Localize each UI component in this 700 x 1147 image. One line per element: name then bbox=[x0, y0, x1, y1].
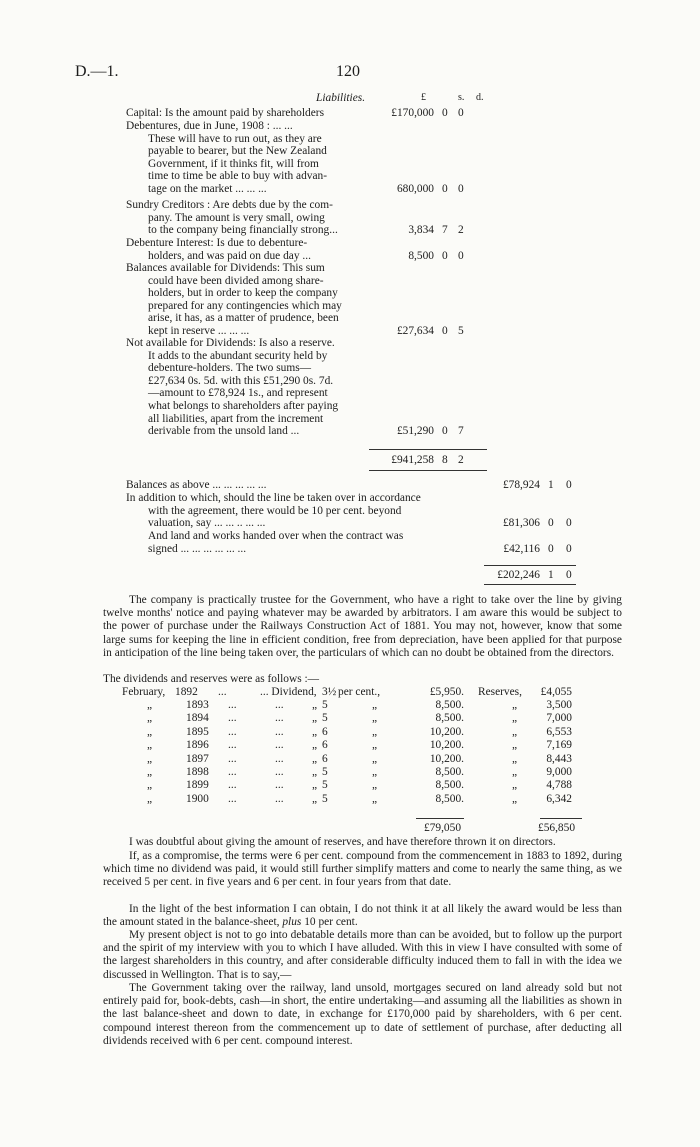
debentures-s: 0 bbox=[442, 183, 448, 195]
paragraph-trustee: The company is practically trustee for the Government, who have a right to take over the line by giving twelve months' notice and paying whatever may be awarded by arbitrators. I am aware this would be subject to the power of purchase under the Railways Construction Act of 1881. You may not, however, know that some large sums for keeping the line in efficient condition, free from depreciation, have been applied for that purpose in anticipation of the line being taken over, the particulars of which can no doubt be obtained from the directors. bbox=[103, 594, 622, 659]
summary-total-d: 0 bbox=[566, 569, 572, 581]
sundry-line: to the company being financially strong... bbox=[148, 224, 338, 237]
dividend-year: 1892 bbox=[175, 686, 198, 698]
dividends-total-rule bbox=[416, 818, 464, 819]
ditto-mark: „ bbox=[147, 766, 153, 778]
dividend-dots: ... bbox=[228, 725, 237, 738]
summary-amount: £81,306 bbox=[502, 517, 540, 530]
sundry-s: 7 bbox=[442, 224, 448, 237]
summary-amount: £42,116 bbox=[503, 542, 540, 555]
dividend-label: ... Dividend, bbox=[260, 686, 317, 698]
dividend-amount: 8,500. bbox=[435, 699, 464, 711]
debentures-line: payable to bearer, but the New Zealand bbox=[148, 145, 327, 158]
debentures-line: Debentures, due in June, 1908 : ... ... bbox=[126, 120, 293, 132]
reserve-amount: 7,169 bbox=[546, 739, 572, 752]
paragraph-compromise: If, as a compromise, the terms were 6 per cent. compound from the commencement in 1883 to 1892, during which time no dividend was paid, it would still further simplify matters and come to nearly the same thing, as we received 5 per cent. in five years and 6 per cent. in four years from that date. bbox=[103, 850, 622, 889]
notavail-line: —amount to £78,924 1s., and represent bbox=[148, 387, 328, 400]
ditto-mark: „ bbox=[372, 766, 378, 778]
page-reference: D.—1. bbox=[75, 63, 119, 80]
interest-s: 0 bbox=[442, 249, 448, 262]
debentures-line: These will have to run out, as they are bbox=[148, 132, 322, 145]
summary-d: 0 bbox=[566, 479, 572, 491]
paragraph-award bbox=[103, 903, 622, 929]
reserve-amount: 6,553 bbox=[546, 725, 572, 738]
paragraph-object: My present object is not to go into debatable details more than can be avoided, but to follow up the purport and the spirit of my interview with you to which I have alluded. With this in view I have consulted with some of the largest shareholders in this country, and after considerable difficulty induced them to fall in with the idea we discussed in Wellington. That is to say,— bbox=[103, 929, 622, 981]
liabilities-total-amount: £941,258 bbox=[391, 454, 434, 466]
paragraph-government: The Government taking over the railway, land unsold, mortgages secured on land already sold but not entirely paid for, book-debts, cash—in short, the entire undertaking—and assuming all the liabilities as shown in the last balance-sheet and down to date, in exchange for £170,000 paid by shareholders, with 6 per cent. compound interest thereon from the commencement up to date of settlement of purchase, after deducting all dividends received with 6 per cent. compound interest. bbox=[103, 982, 622, 1047]
ditto-mark: „ bbox=[312, 752, 318, 765]
ditto-mark: „ bbox=[512, 739, 518, 752]
award-text: In the light of the best information I can obtain, I do not think it at all likely the award would be less than the amount stated in the balance-sheet, bbox=[103, 903, 622, 929]
ditto-mark: „ bbox=[312, 792, 318, 805]
dividend-rate: 6 bbox=[322, 739, 328, 752]
dividend-dots: ... bbox=[228, 766, 237, 778]
reserve-amount: 7,000 bbox=[546, 712, 572, 725]
ditto-mark: „ bbox=[512, 712, 518, 725]
dividends-intro: The dividends and reserves were as follows :— bbox=[103, 673, 320, 685]
ditto-mark: „ bbox=[372, 739, 378, 752]
capital-d: 0 bbox=[458, 107, 464, 119]
interest-line: holders, and was paid on due day ... bbox=[148, 249, 311, 262]
dividend-amount: 8,500. bbox=[435, 779, 464, 792]
ditto-mark: „ bbox=[147, 739, 153, 752]
interest-amount: 8,500 bbox=[408, 249, 434, 262]
sundry-d: 2 bbox=[458, 224, 464, 237]
interest-d: 0 bbox=[458, 249, 464, 262]
ditto-mark: „ bbox=[147, 725, 153, 738]
ditto-mark: „ bbox=[312, 699, 318, 711]
ditto-mark: „ bbox=[512, 766, 518, 778]
notavail-amount: £51,290 bbox=[396, 425, 434, 438]
notavail-s: 0 bbox=[442, 425, 448, 438]
dividend-amount: 8,500. bbox=[435, 766, 464, 778]
balances-amount: £27,634 bbox=[396, 325, 434, 337]
dividend-rate: 5 bbox=[322, 699, 328, 711]
summary-total-rule-bottom bbox=[484, 584, 576, 585]
dividend-year: 1900 bbox=[186, 792, 209, 805]
dividend-year: 1896 bbox=[186, 739, 209, 752]
debentures-amount: 680,000 bbox=[396, 183, 434, 195]
debentures-line: tage on the market ... ... ... bbox=[148, 183, 267, 195]
summary-amount: £78,924 bbox=[502, 479, 540, 491]
debentures-line: Government, if it thinks fit, will from bbox=[148, 157, 319, 170]
dividend-year: 1899 bbox=[186, 779, 209, 792]
notavail-line: what belongs to shareholders after paying bbox=[148, 400, 339, 412]
balances-s: 0 bbox=[442, 325, 448, 337]
dividend-rate: 5 bbox=[322, 766, 328, 778]
reserve-amount: £4,055 bbox=[540, 686, 572, 698]
ditto-mark: „ bbox=[312, 779, 318, 792]
dividend-dots: ... bbox=[275, 779, 284, 792]
interest-line: Debenture Interest: Is due to debenture- bbox=[126, 237, 308, 249]
ditto-mark: „ bbox=[312, 766, 318, 778]
dividend-dots: ... bbox=[228, 739, 237, 752]
capital-text: Capital: Is the amount paid by shareholders bbox=[126, 107, 325, 119]
ditto-mark: „ bbox=[147, 792, 153, 805]
dividend-year: 1898 bbox=[186, 766, 209, 778]
dividend-amount: 10,200. bbox=[429, 752, 464, 765]
summary-line: And land and works handed over when the contract was bbox=[148, 530, 404, 542]
reserves-total-rule bbox=[540, 818, 582, 819]
dividend-dots: ... bbox=[228, 779, 237, 792]
dividend-rate: 3½ bbox=[322, 686, 337, 698]
ditto-mark: „ bbox=[512, 752, 518, 765]
notavail-line: derivable from the unsold land ... bbox=[148, 425, 300, 438]
ditto-mark: „ bbox=[512, 725, 518, 738]
dividend-dots: ... bbox=[218, 686, 227, 698]
sundry-line: Sundry Creditors : Are debts due by the com- bbox=[126, 199, 333, 211]
liabilities-total-rule bbox=[369, 449, 487, 450]
dividend-dots: ... bbox=[275, 725, 284, 738]
ditto-mark: „ bbox=[372, 725, 378, 738]
reserve-amount: 9,000 bbox=[546, 766, 572, 778]
dividend-dots: ... bbox=[275, 752, 284, 765]
dividends-total: £79,050 bbox=[424, 822, 462, 834]
balances-line: could have been divided among share- bbox=[148, 274, 324, 287]
debentures-d: 0 bbox=[458, 183, 464, 195]
notavail-line: Not available for Dividends: Is also a reserve. bbox=[126, 337, 335, 349]
shillings-column-header: s. bbox=[458, 92, 465, 103]
balances-line: arise, it has, as a matter of prudence, been bbox=[148, 312, 339, 325]
sundry-line: pany. The amount is very small, owing bbox=[148, 211, 325, 224]
dividend-rate: 5 bbox=[322, 712, 328, 725]
balances-line: prepared for any contingencies which may bbox=[148, 299, 342, 312]
dividend-dots: ... bbox=[228, 752, 237, 765]
dividend-year: 1893 bbox=[186, 699, 209, 711]
reserve-amount: 8,443 bbox=[546, 752, 572, 765]
dividend-rate: 6 bbox=[322, 725, 328, 738]
paragraph-reserves: I was doubtful about giving the amount of reserves, and have therefore thrown it on directors. bbox=[129, 836, 556, 848]
summary-d: 0 bbox=[566, 517, 572, 530]
dividend-rate: 5 bbox=[322, 779, 328, 792]
ditto-mark: „ bbox=[512, 779, 518, 792]
balances-line: kept in reserve ... ... ... bbox=[148, 325, 250, 337]
ditto-mark: „ bbox=[372, 699, 378, 711]
liabilities-total-rule-bottom bbox=[369, 470, 487, 471]
debentures-line: time to time be able to buy with advan- bbox=[148, 170, 328, 183]
summary-s: 0 bbox=[548, 542, 554, 555]
ditto-mark: „ bbox=[512, 699, 518, 711]
summary-s: 0 bbox=[548, 517, 554, 530]
summary-line: Balances as above ... ... ... ... ... bbox=[126, 479, 267, 491]
dividend-dots: ... bbox=[228, 699, 237, 711]
dividend-rate: 6 bbox=[322, 752, 328, 765]
ditto-mark: „ bbox=[147, 752, 153, 765]
pence-column-header: d. bbox=[476, 92, 484, 103]
reserve-amount: 4,788 bbox=[546, 779, 572, 792]
dividend-dots: ... bbox=[228, 792, 237, 805]
notavail-line: all liabilities, apart from the increment bbox=[148, 412, 324, 425]
award-plus: plus bbox=[282, 916, 302, 929]
summary-line: In addition to which, should the line be taken over in accordance bbox=[126, 492, 421, 504]
ditto-mark: „ bbox=[312, 725, 318, 738]
dividend-dots: ... bbox=[275, 699, 284, 711]
notavail-line: debenture-holders. The two sums— bbox=[148, 362, 312, 375]
dividend-amount: 8,500. bbox=[435, 792, 464, 805]
ditto-mark: „ bbox=[372, 752, 378, 765]
dividend-rate: 5 bbox=[322, 792, 328, 805]
liabilities-heading: Liabilities. bbox=[316, 92, 366, 104]
notavail-line: £27,634 0s. 5d. with this £51,290 0s. 7d. bbox=[148, 374, 334, 387]
notavail-d: 7 bbox=[458, 425, 464, 438]
dividend-year: 1895 bbox=[186, 725, 209, 738]
balances-line: Balances available for Dividends: This sum bbox=[126, 262, 325, 274]
dividend-percent-label: per cent., bbox=[338, 686, 381, 698]
summary-d: 0 bbox=[566, 542, 572, 555]
capital-amount: £170,000 bbox=[391, 107, 434, 119]
summary-total-s: 1 bbox=[548, 569, 554, 581]
balances-d: 5 bbox=[458, 325, 464, 337]
sundry-amount: 3,834 bbox=[408, 224, 434, 237]
dividend-year: 1897 bbox=[186, 752, 209, 765]
reserves-label: Reserves, bbox=[478, 686, 522, 698]
award-percent: 10 per cent. bbox=[304, 916, 358, 929]
dividend-amount: 10,200. bbox=[429, 739, 464, 752]
ditto-mark: „ bbox=[147, 779, 153, 792]
dividend-dots: ... bbox=[275, 739, 284, 752]
ditto-mark: „ bbox=[147, 712, 153, 725]
dividend-month: February, bbox=[122, 686, 166, 698]
ditto-mark: „ bbox=[312, 739, 318, 752]
reserves-total: £56,850 bbox=[538, 822, 576, 834]
dividend-dots: ... bbox=[275, 766, 284, 778]
dividend-dots: ... bbox=[275, 712, 284, 725]
dividend-amount: 8,500. bbox=[435, 712, 464, 725]
summary-s: 1 bbox=[548, 479, 554, 491]
ditto-mark: „ bbox=[372, 712, 378, 725]
dividend-dots: ... bbox=[228, 712, 237, 725]
dividend-amount: £5,950. bbox=[429, 686, 464, 698]
notavail-line: It adds to the abundant security held by bbox=[148, 349, 328, 362]
pounds-column-header: £ bbox=[421, 92, 426, 103]
capital-s: 0 bbox=[442, 107, 448, 119]
liabilities-total-d: 2 bbox=[458, 454, 464, 466]
page-number: 120 bbox=[336, 63, 360, 80]
dividend-dots: ... bbox=[275, 792, 284, 805]
ditto-mark: „ bbox=[372, 792, 378, 805]
ditto-mark: „ bbox=[147, 699, 153, 711]
reserve-amount: 6,342 bbox=[546, 792, 572, 805]
summary-total-rule bbox=[484, 565, 576, 566]
summary-total-amount: £202,246 bbox=[497, 569, 540, 581]
reserve-amount: 3,500 bbox=[546, 699, 572, 711]
dividend-year: 1894 bbox=[186, 712, 209, 725]
ditto-mark: „ bbox=[512, 792, 518, 805]
ditto-mark: „ bbox=[312, 712, 318, 725]
liabilities-total-s: 8 bbox=[442, 454, 448, 466]
ditto-mark: „ bbox=[372, 779, 378, 792]
balances-line: holders, but in order to keep the company bbox=[148, 287, 338, 300]
summary-line: signed ... ... ... ... ... ... bbox=[148, 542, 247, 555]
summary-line: with the agreement, there would be 10 per cent. beyond bbox=[148, 504, 402, 517]
summary-line: valuation, say ... ... .. ... ... bbox=[148, 517, 266, 530]
dividend-amount: 10,200. bbox=[429, 725, 464, 738]
